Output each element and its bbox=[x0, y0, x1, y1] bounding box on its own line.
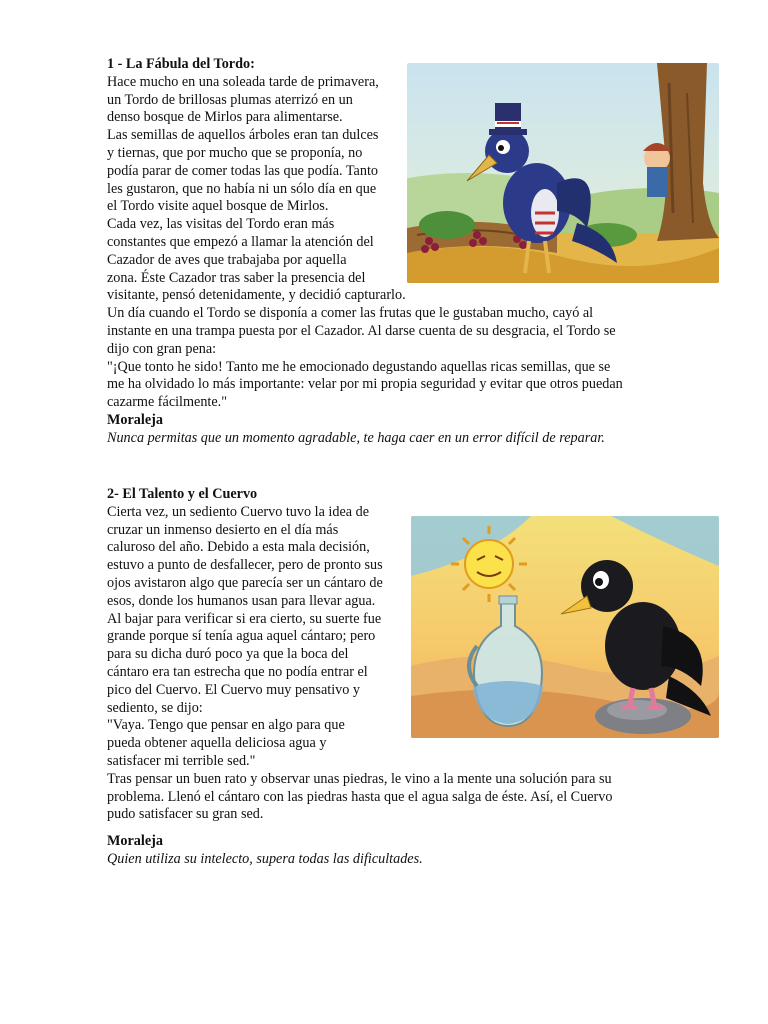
fable-1-line: me ha olvidado lo más importante: velar por mi propia seguridad y evitar que otros puedan bbox=[107, 376, 623, 393]
fable-2-line: "Vaya. Tengo que pensar en algo para que bbox=[107, 717, 345, 734]
fable-1-line: "¡Que tonto he sido! Tanto me he emocionado degustando aquellas ricas semillas, que se bbox=[107, 358, 611, 375]
fable-2-moral-text: Quien utiliza su intelecto, supera todas las dificultades. bbox=[107, 850, 423, 867]
fable-1-moral-heading: Moraleja bbox=[107, 411, 163, 428]
fable-1-line: y tiernas, que por mucho que se proponía, no bbox=[107, 144, 363, 161]
fable-2-line: esos, donde los humanos usan para llevar agua. bbox=[107, 592, 376, 609]
fable-2-line: pico del Cuervo. El Cuervo muy pensativo y bbox=[107, 681, 360, 698]
fable-2-line: para su dicha duró poco ya que la boca del bbox=[107, 646, 349, 663]
thrush-illustration bbox=[407, 63, 719, 283]
fable-2-line: Tras pensar un buen rato y observar unas piedras, le vino a la mente una solución para su bbox=[107, 770, 612, 787]
fable-1-line: denso bosque de Mirlos para alimentarse. bbox=[107, 109, 343, 126]
fable-1-line: instante en una trampa puesta por el Cazador. Al darse cuenta de su desgracia, el Tordo se bbox=[107, 322, 616, 339]
fable-1-line: visitante, pensó detenidamente, y decidió capturarlo. bbox=[107, 287, 406, 304]
fable-1-line: Un día cuando el Tordo se disponía a comer las frutas que le gustaban mucho, cayó al bbox=[107, 305, 594, 322]
fable-1-line: constantes que empezó a llamar la atención del bbox=[107, 233, 374, 250]
fable-2-line: cántaro era tan estrecha que no podía entrar el bbox=[107, 663, 368, 680]
thrush-eating-berries-icon bbox=[407, 63, 719, 283]
fable-1-line: podía parar de comer todas las que podía. Tanto bbox=[107, 162, 378, 179]
paragraph-gap bbox=[107, 824, 727, 833]
fable-2-line: Al bajar para verificar si era cierto, su suerte fue bbox=[107, 610, 382, 627]
fable-2-line: satisfacer mi terrible sed." bbox=[107, 752, 256, 769]
fable-1-moral-text: Nunca permitas que un momento agradable, te haga caer en un error difícil de reparar. bbox=[107, 429, 605, 446]
fable-2-line: pueda obtener aquella deliciosa agua y bbox=[107, 735, 327, 752]
fable-1-line: Hace mucho en una soleada tarde de primavera, bbox=[107, 73, 379, 90]
fable-2-line: cruzar un inmenso desierto en el día más bbox=[107, 521, 339, 538]
fable-1-line: cazarme fácilmente." bbox=[107, 394, 227, 411]
fable-1-line: Cazador de aves que trabajaba por aquella bbox=[107, 251, 347, 268]
fable-1-line: dijo con gran pena: bbox=[107, 340, 217, 357]
crow-with-water-jug-icon bbox=[411, 516, 719, 738]
fable-1-line: el Tordo visite aquel bosque de Mirlos. bbox=[107, 198, 329, 215]
fable-2-line: pudo satisfacer su gran sed. bbox=[107, 806, 264, 823]
fable-1-title: 1 - La Fábula del Tordo: bbox=[107, 56, 255, 72]
fable-2-line: problema. Llenó el cántaro con las piedras hasta que el agua salga de éste. Así, el Cuervo bbox=[107, 788, 613, 805]
fable-2-title: 2- El Talento y el Cuervo bbox=[107, 486, 258, 502]
fable-1-line: zona. Éste Cazador tras saber la presencia del bbox=[107, 269, 366, 286]
fable-2-line: caluroso del año. Debido a esta mala decisión, bbox=[107, 539, 370, 556]
fable-1-line: Cada vez, las visitas del Tordo eran más bbox=[107, 216, 335, 233]
fable-2-moral-heading: Moraleja bbox=[107, 833, 163, 850]
fable-1-line: un Tordo de brillosas plumas aterrizó en un bbox=[107, 91, 353, 108]
crow-illustration bbox=[411, 516, 719, 738]
fable-1-line: Las semillas de aquellos árboles eran tan dulces bbox=[107, 127, 379, 144]
fable-1-line: les gustaron, que no había ni un sólo día en que bbox=[107, 180, 377, 197]
fable-2-line: estuvo a punto de desfallecer, pero de pronto sus bbox=[107, 557, 383, 574]
fable-2-line: grande porque sí tenía agua aquel cántaro; pero bbox=[107, 628, 376, 645]
fable-2-line: ojos avistaron algo que parecía ser un cántaro de bbox=[107, 574, 383, 591]
fable-2-line: Cierta vez, un sediento Cuervo tuvo la idea de bbox=[107, 503, 369, 520]
fable-2-line: sediento, se dijo: bbox=[107, 699, 203, 716]
